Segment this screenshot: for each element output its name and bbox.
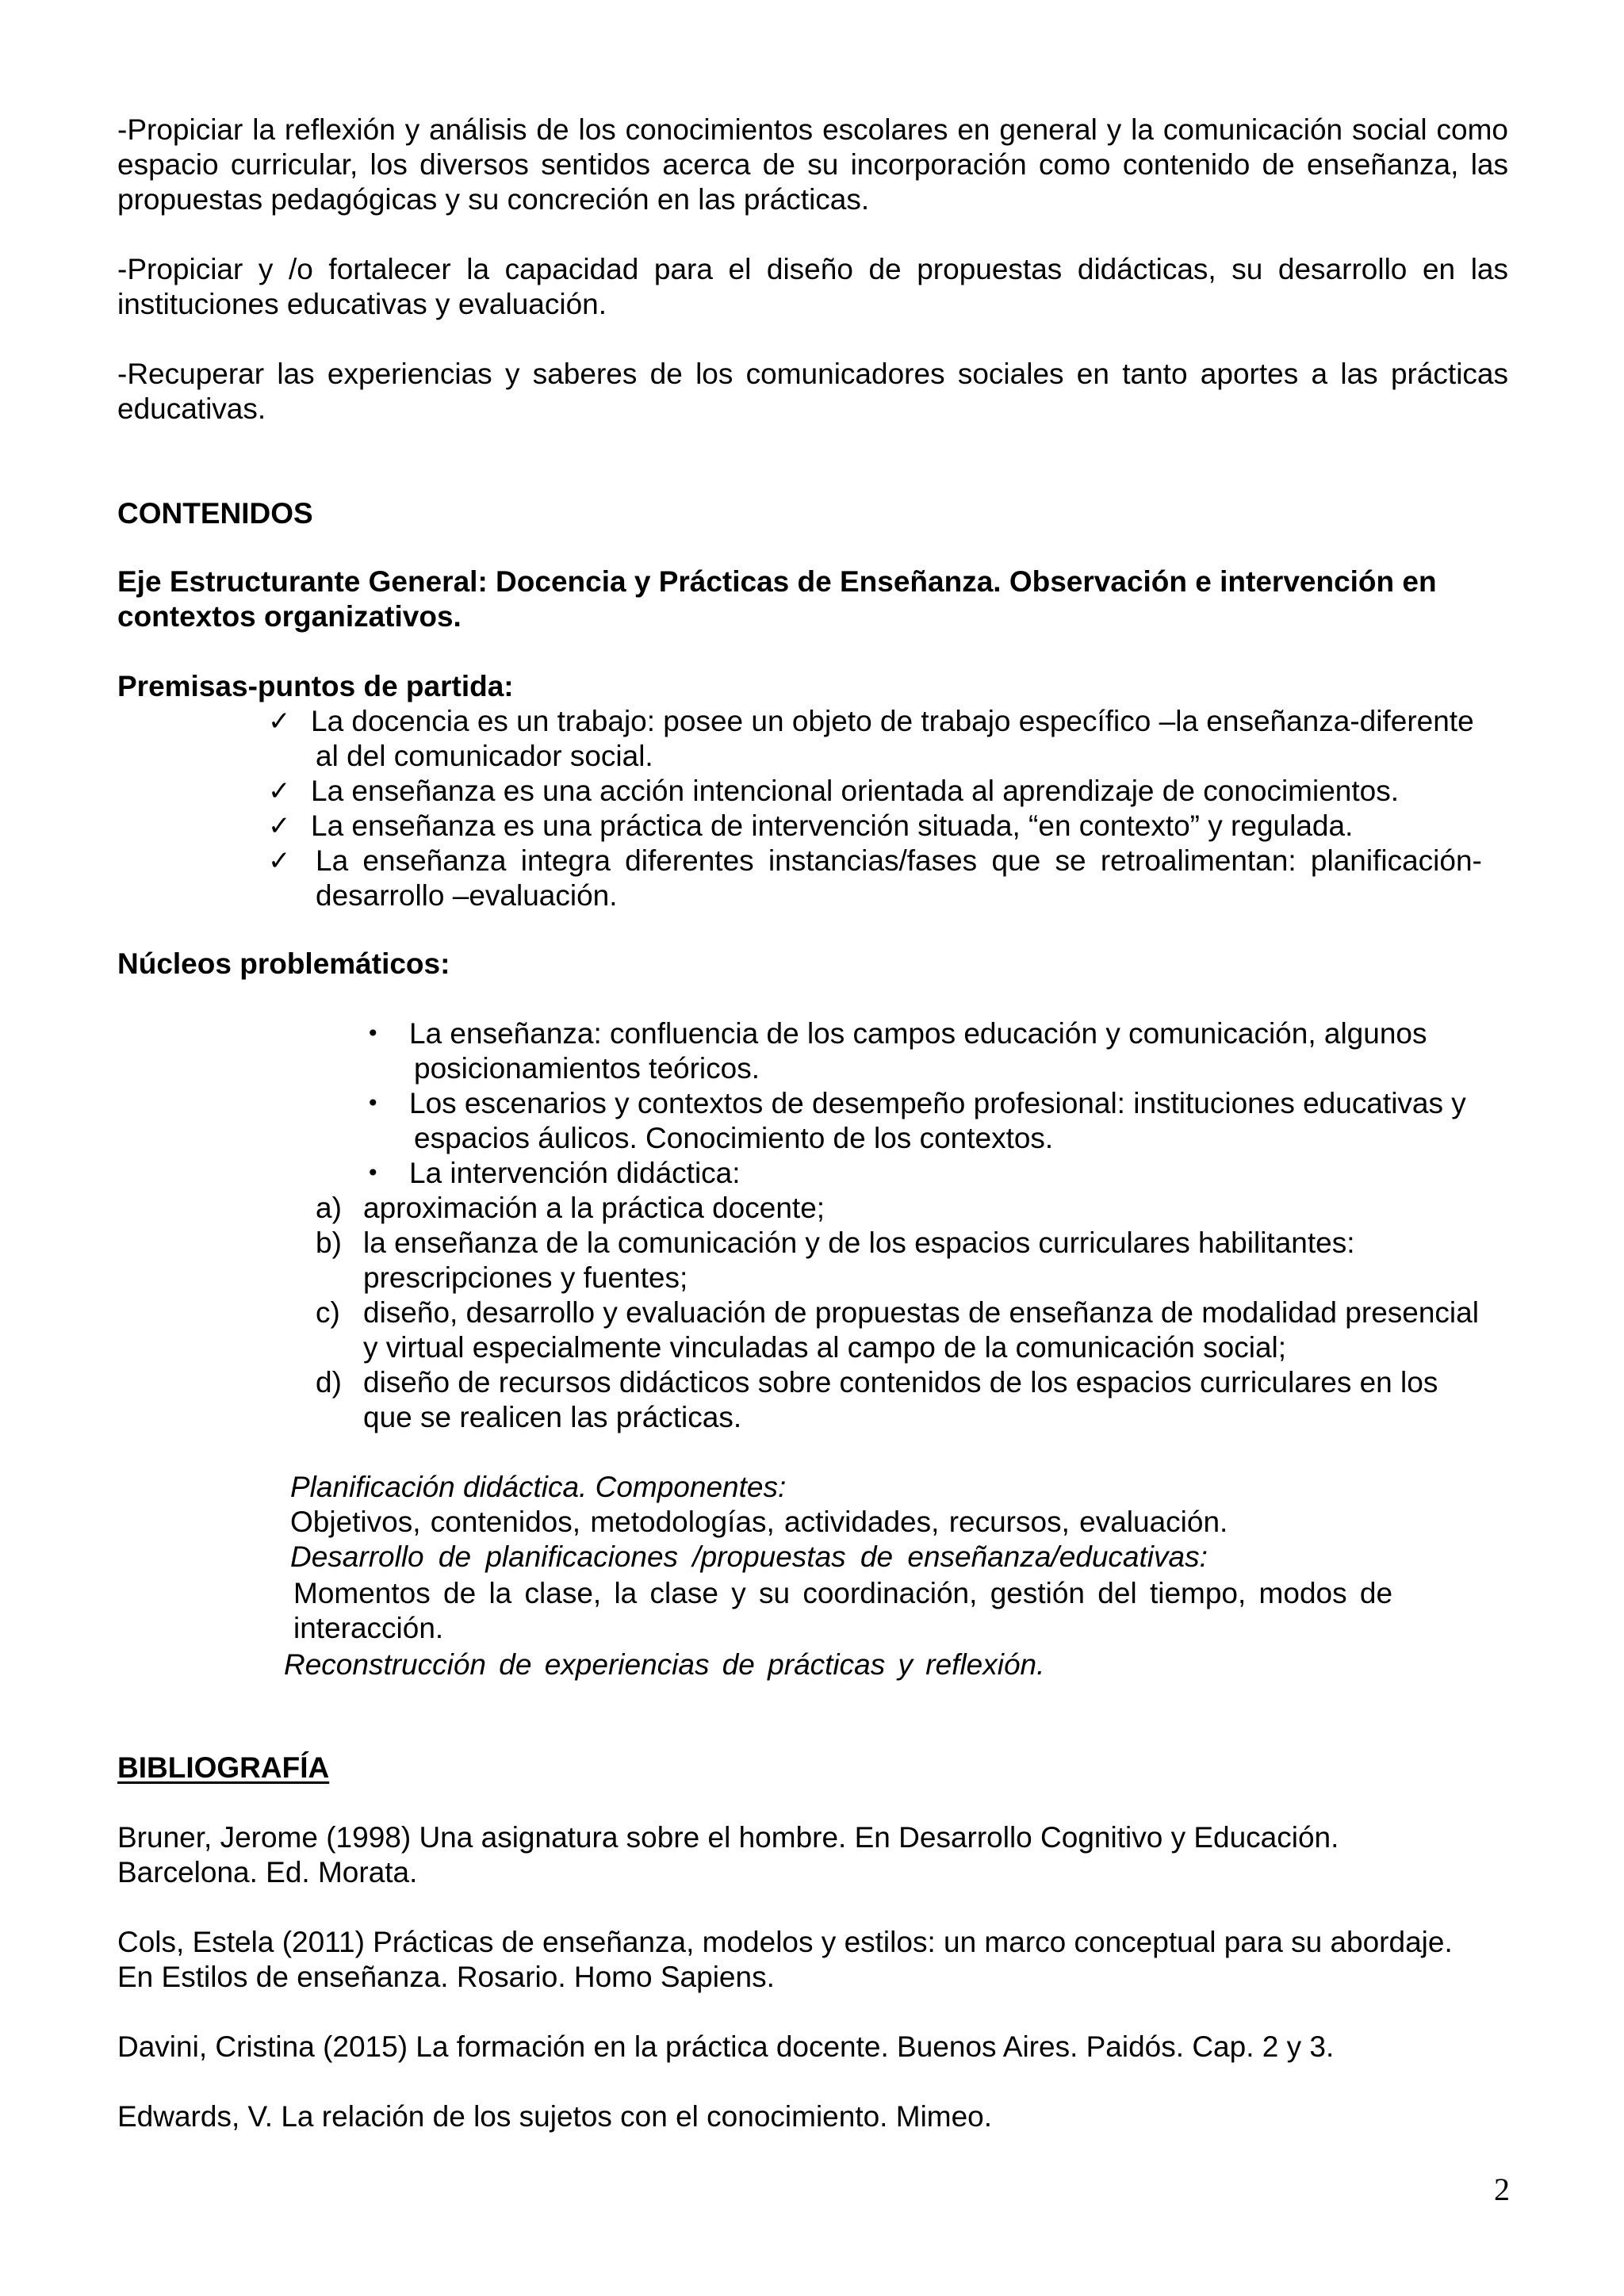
- objective-paragraph: -Propiciar la reflexión y análisis de los conocimientos escolares en general y la comunicación social como espacio curricular, los diversos sentidos acerca de su incorporación como contenido de enseñanza, las propuestas pedagógicas y su concreción en las prácticas.: [117, 113, 1508, 216]
- desarrollo-text: Momentos de la clase, la clase y su coordinación, gestión del tiempo, modos de: [293, 1577, 1393, 1609]
- lettered-item: la enseñanza de la comunicación y de los espacios curriculares habilitantes:: [363, 1226, 1355, 1259]
- desarrollo-title: Desarrollo de planificaciones /propuestas de enseñanza/educativas:: [290, 1540, 1208, 1573]
- planificacion-title: Planificación didáctica. Componentes:: [290, 1471, 787, 1503]
- eje-estructurante: Eje Estructurante General: Docencia y Prácticas de Enseñanza. Observación e intervención en contextos organizativos.: [117, 565, 1437, 633]
- contenidos-heading: CONTENIDOS: [117, 497, 313, 530]
- checkmark-icon: ✓: [268, 845, 291, 877]
- premisa-item-continuation: desarrollo –evaluación.: [316, 879, 618, 912]
- checkmark-icon: ✓: [268, 810, 291, 842]
- lettered-item: diseño, desarrollo y evaluación de propuestas de enseñanza de modalidad presencial: [363, 1296, 1479, 1329]
- objective-paragraph: -Propiciar y /o fortalecer la capacidad para el diseño de propuestas didácticas, su desarrollo en las instituciones educativas y evaluación.: [117, 253, 1508, 320]
- nucleo-bullet: La intervención didáctica:: [409, 1157, 741, 1189]
- bibliography-entry: Edwards, V. La relación de los sujetos con el conocimiento. Mimeo.: [117, 2100, 993, 2133]
- nucleo-bullet: Los escenarios y contextos de desempeño profesional: instituciones educativas y: [409, 1087, 1466, 1119]
- premisas-heading: Premisas-puntos de partida:: [117, 670, 514, 702]
- bullet-icon: •: [366, 1160, 380, 1186]
- page-number: 2: [1494, 2172, 1510, 2207]
- lettered-item-continuation: que se realicen las prácticas.: [363, 1401, 742, 1433]
- bibliography-entry: Cols, Estela (2011) Prácticas de enseñanza, modelos y estilos: un marco conceptual para su abordaje.: [117, 1926, 1453, 1958]
- lettered-item-continuation: y virtual especialmente vinculadas al campo de la comunicación social;: [363, 1331, 1287, 1364]
- nucleo-bullet-continuation: espacios áulicos. Conocimiento de los contextos.: [414, 1122, 1054, 1154]
- list-letter: c): [316, 1296, 340, 1329]
- nucleos-heading: Núcleos problemáticos:: [117, 947, 450, 980]
- lettered-item: diseño de recursos didácticos sobre contenidos de los espacios curriculares en los: [363, 1366, 1438, 1399]
- checkmark-icon: ✓: [268, 775, 291, 807]
- list-letter: d): [316, 1366, 342, 1399]
- lettered-item: aproximación a la práctica docente;: [363, 1192, 825, 1224]
- bullet-icon: •: [366, 1020, 380, 1047]
- checkmark-icon: ✓: [268, 706, 291, 737]
- nucleo-bullet-continuation: posicionamientos teóricos.: [414, 1052, 760, 1085]
- reconstruccion-text: Reconstrucción de experiencias de prácticas y reflexión.: [284, 1648, 1045, 1681]
- premisa-item: La enseñanza integra diferentes instancias/fases que se retroalimentan: planificación-: [316, 844, 1482, 877]
- bullet-icon: •: [366, 1090, 380, 1116]
- bibliografia-heading: BIBLIOGRAFÍA: [117, 1751, 330, 1784]
- premisa-item-continuation: al del comunicador social.: [316, 740, 653, 772]
- list-letter: b): [316, 1226, 342, 1259]
- premisa-item: La enseñanza es una práctica de intervención situada, “en contexto” y regulada.: [311, 809, 1354, 842]
- bibliography-entry: Davini, Cristina (2015) La formación en la práctica docente. Buenos Aires. Paidós. Cap. 2 y 3.: [117, 2030, 1335, 2063]
- premisa-item: La enseñanza es una acción intencional orientada al aprendizaje de conocimientos.: [311, 775, 1399, 807]
- bibliography-entry-continuation: Barcelona. Ed. Morata.: [117, 1856, 418, 1888]
- planificacion-components: Objetivos, contenidos, metodologías, actividades, recursos, evaluación.: [290, 1506, 1228, 1538]
- desarrollo-text-continuation: interacción.: [293, 1612, 444, 1644]
- bibliography-entry: Bruner, Jerome (1998) Una asignatura sobre el hombre. En Desarrollo Cognitivo y Educación.: [117, 1821, 1339, 1854]
- nucleo-bullet: La enseñanza: confluencia de los campos educación y comunicación, algunos: [409, 1017, 1427, 1050]
- bibliography-entry-continuation: En Estilos de enseñanza. Rosario. Homo Sapiens.: [117, 1961, 775, 1993]
- lettered-item-continuation: prescripciones y fuentes;: [363, 1261, 688, 1294]
- list-letter: a): [316, 1192, 342, 1224]
- premisa-item: La docencia es un trabajo: posee un objeto de trabajo específico –la enseñanza-diferente: [311, 705, 1474, 737]
- objective-paragraph: -Recuperar las experiencias y saberes de los comunicadores sociales en tanto aportes a las prácticas educativas.: [117, 358, 1508, 425]
